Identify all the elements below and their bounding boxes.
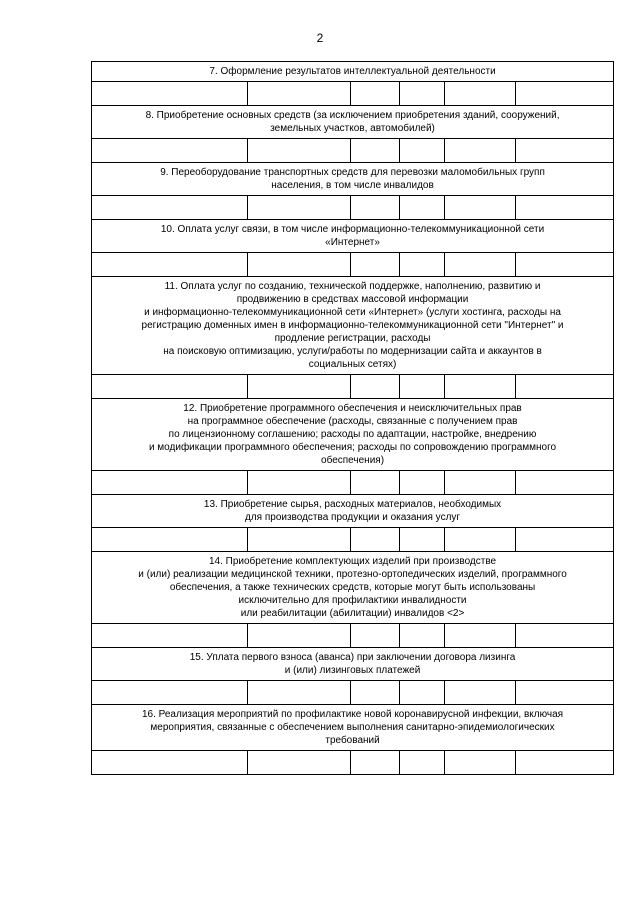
section-title: 13. Приобретение сырья, расходных материалов, необходимых для производства продукции и оказания услуг (92, 495, 614, 528)
table-cell[interactable] (351, 253, 400, 277)
section-title: 9. Переоборудование транспортных средств для перевозки маломобильных групп населения, в том числе инвалидов (92, 163, 614, 196)
table-cell[interactable] (248, 253, 351, 277)
section-title: 12. Приобретение программного обеспечения и неисключительных прав на программное обеспечение (расходы, связанные с получением прав по лицензионному соглашению; расходы по адаптации, настройке, внедрению и модификации программного обеспечения; расходы по сопровождению программного обеспечения) (92, 399, 614, 471)
expense-table-body (92, 62, 614, 775)
section-data-row (92, 624, 614, 648)
table-cell[interactable] (516, 82, 614, 106)
table-cell[interactable] (445, 528, 516, 552)
section-heading-row (92, 106, 614, 139)
table-cell[interactable] (400, 528, 445, 552)
section-title: 11. Оплата услуг по созданию, технической поддержке, наполнению, развитию и продвижению в средствах массовой информации и информационно-телекоммуникационной сети «Интернет» (услуги хостинга, расходы на регистрацию доменных имен в информационно-телекоммуникационной сети "Интернет" и продление регистрации, расходы на поисковую оптимизацию, услуги/работы по модернизации сайта и аккаунтов в социальных сетях) (92, 277, 614, 375)
table-cell[interactable] (351, 751, 400, 775)
table-cell[interactable] (248, 375, 351, 399)
section-title: 8. Приобретение основных средств (за исключением приобретения зданий, сооружений, земельных участков, автомобилей) (92, 106, 614, 139)
table-cell[interactable] (516, 624, 614, 648)
table-cell[interactable] (516, 196, 614, 220)
table-cell[interactable] (516, 681, 614, 705)
section-data-row (92, 681, 614, 705)
table-cell[interactable] (351, 82, 400, 106)
table-cell[interactable] (351, 375, 400, 399)
table-cell[interactable] (445, 681, 516, 705)
table-cell[interactable] (516, 528, 614, 552)
table-cell[interactable] (92, 751, 248, 775)
section-heading-row (92, 648, 614, 681)
table-cell[interactable] (351, 681, 400, 705)
section-heading-row (92, 399, 614, 471)
table-cell[interactable] (92, 196, 248, 220)
table-cell[interactable] (400, 471, 445, 495)
section-title: 15. Уплата первого взноса (аванса) при заключении договора лизинга и (или) лизинговых платежей (92, 648, 614, 681)
section-data-row (92, 375, 614, 399)
table-cell[interactable] (92, 624, 248, 648)
table-cell[interactable] (351, 471, 400, 495)
table-cell[interactable] (248, 751, 351, 775)
table-cell[interactable] (400, 681, 445, 705)
table-cell[interactable] (351, 624, 400, 648)
table-cell[interactable] (400, 139, 445, 163)
table-cell[interactable] (516, 375, 614, 399)
table-cell[interactable] (92, 528, 248, 552)
table-cell[interactable] (351, 528, 400, 552)
page-number: 2 (316, 31, 324, 45)
table-cell[interactable] (92, 139, 248, 163)
table-cell[interactable] (400, 196, 445, 220)
section-heading-row (92, 552, 614, 624)
table-cell[interactable] (516, 253, 614, 277)
table-cell[interactable] (445, 196, 516, 220)
section-heading-row (92, 220, 614, 253)
table-cell[interactable] (445, 471, 516, 495)
table-cell[interactable] (445, 751, 516, 775)
table-cell[interactable] (248, 624, 351, 648)
table-cell[interactable] (400, 751, 445, 775)
table-cell[interactable] (248, 139, 351, 163)
section-title: 10. Оплата услуг связи, в том числе информационно-телекоммуникационной сети «Интернет» (92, 220, 614, 253)
table-cell[interactable] (248, 82, 351, 106)
section-title: 7. Оформление результатов интеллектуальной деятельности (92, 62, 614, 82)
table-cell[interactable] (516, 139, 614, 163)
table-cell[interactable] (400, 624, 445, 648)
table-cell[interactable] (248, 196, 351, 220)
section-heading-row (92, 705, 614, 751)
section-data-row (92, 751, 614, 775)
table-cell[interactable] (92, 375, 248, 399)
table-cell[interactable] (445, 624, 516, 648)
table-cell[interactable] (92, 471, 248, 495)
table-cell[interactable] (400, 375, 445, 399)
table-cell[interactable] (92, 253, 248, 277)
table-cell[interactable] (248, 528, 351, 552)
table-cell[interactable] (445, 253, 516, 277)
table-cell[interactable] (516, 471, 614, 495)
section-data-row (92, 253, 614, 277)
section-data-row (92, 471, 614, 495)
table-cell[interactable] (516, 751, 614, 775)
table-cell[interactable] (400, 82, 445, 106)
section-title: 14. Приобретение комплектующих изделий при производстве и (или) реализации медицинской техники, протезно-ортопедических изделий, программного обеспечения, а также технических средств, которые могут быть использованы исключительно для профилактики инвалидности или реабилитации (абилитации) инвалидов <2> (92, 552, 614, 624)
section-data-row (92, 196, 614, 220)
section-data-row (92, 528, 614, 552)
section-heading-row (92, 277, 614, 375)
table-cell[interactable] (92, 82, 248, 106)
table-cell[interactable] (351, 139, 400, 163)
table-cell[interactable] (92, 681, 248, 705)
table-cell[interactable] (351, 196, 400, 220)
table-cell[interactable] (248, 471, 351, 495)
table-cell[interactable] (445, 375, 516, 399)
table-cell[interactable] (445, 82, 516, 106)
table-cell[interactable] (445, 139, 516, 163)
section-data-row (92, 139, 614, 163)
section-heading-row (92, 62, 614, 82)
section-heading-row (92, 163, 614, 196)
table-cell[interactable] (400, 253, 445, 277)
expense-table (91, 61, 614, 775)
section-title: 16. Реализация мероприятий по профилактике новой коронавирусной инфекции, включая мероприятия, связанные с обеспечением выполнения санитарно-эпидемиологических требований (92, 705, 614, 751)
table-cell[interactable] (248, 681, 351, 705)
section-data-row (92, 82, 614, 106)
section-heading-row (92, 495, 614, 528)
